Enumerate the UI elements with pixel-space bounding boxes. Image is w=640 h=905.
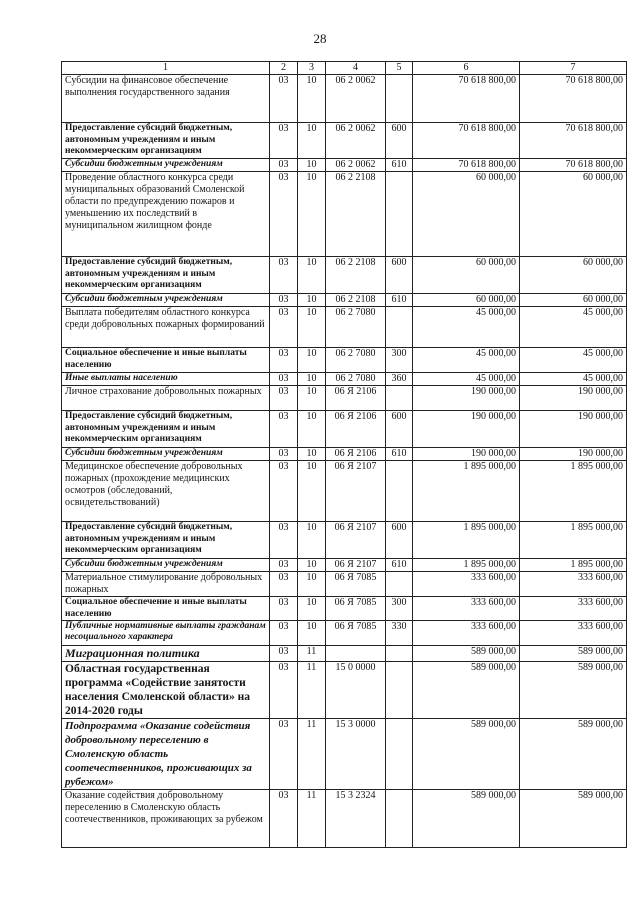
row-amount-2018-cell: 60 000,00 — [520, 257, 627, 294]
row-name-cell: Субсидии на финансовое обеспечение выполнения государственного задания — [62, 75, 270, 123]
row-expense-type-cell — [386, 75, 413, 123]
row-section-cell: 03 — [270, 386, 298, 411]
row-amount-2017-cell: 45 000,00 — [413, 348, 520, 373]
row-target-code-cell: 06 2 0062 — [326, 159, 386, 172]
row-section-cell: 03 — [270, 257, 298, 294]
header-cell: 1 — [62, 62, 270, 75]
row-target-code-cell: 06 2 7080 — [326, 373, 386, 386]
row-target-code-cell: 06 2 7080 — [326, 307, 386, 348]
header-row — [62, 62, 627, 75]
row-amount-2017-cell: 190 000,00 — [413, 386, 520, 411]
row-subsection-cell: 10 — [298, 348, 326, 373]
row-target-code-cell: 06 Я 2107 — [326, 559, 386, 572]
row-expense-type-cell — [386, 662, 413, 719]
row-amount-2018-cell: 589 000,00 — [520, 646, 627, 662]
row-expense-type-cell: 610 — [386, 159, 413, 172]
row-subsection-cell: 10 — [298, 159, 326, 172]
row-expense-type-cell: 300 — [386, 597, 413, 621]
row-section-cell: 03 — [270, 172, 298, 257]
row-target-code-cell: 06 Я 7085 — [326, 572, 386, 597]
row-expense-type-cell — [386, 386, 413, 411]
row-amount-2017-cell: 60 000,00 — [413, 294, 520, 307]
row-expense-type-cell: 600 — [386, 522, 413, 559]
row-amount-2017-cell: 1 895 000,00 — [413, 522, 520, 559]
table-row — [62, 294, 627, 307]
row-subsection-cell: 10 — [298, 373, 326, 386]
row-name-cell: Материальное стимулирование добровольных пожарных — [62, 572, 270, 597]
row-amount-2017-cell: 333 600,00 — [413, 621, 520, 646]
row-section-cell: 03 — [270, 662, 298, 719]
row-target-code-cell: 06 Я 2106 — [326, 386, 386, 411]
row-amount-2017-cell: 589 000,00 — [413, 719, 520, 790]
row-amount-2018-cell: 70 618 800,00 — [520, 159, 627, 172]
row-expense-type-cell: 610 — [386, 559, 413, 572]
row-section-cell: 03 — [270, 159, 298, 172]
row-subsection-cell: 11 — [298, 646, 326, 662]
row-expense-type-cell — [386, 572, 413, 597]
header-cell: 4 — [326, 62, 386, 75]
row-section-cell: 03 — [270, 597, 298, 621]
budget-table — [61, 61, 627, 848]
row-amount-2018-cell: 1 895 000,00 — [520, 559, 627, 572]
row-section-cell: 03 — [270, 448, 298, 461]
row-target-code-cell: 15 3 2324 — [326, 790, 386, 848]
table-row — [62, 790, 627, 848]
row-expense-type-cell: 300 — [386, 348, 413, 373]
row-name-cell: Субсидии бюджетным учреждениям — [62, 559, 270, 572]
row-subsection-cell: 10 — [298, 123, 326, 159]
row-subsection-cell: 10 — [298, 294, 326, 307]
row-name-cell: Социальное обеспечение и иные выплаты населению — [62, 597, 270, 621]
page-number: 28 — [313, 31, 327, 46]
row-target-code-cell: 15 3 0000 — [326, 719, 386, 790]
row-subsection-cell: 10 — [298, 172, 326, 257]
table-row — [62, 662, 627, 719]
table-row — [62, 621, 627, 646]
row-name-cell: Иные выплаты населению — [62, 373, 270, 386]
row-target-code-cell: 06 Я 2107 — [326, 461, 386, 522]
table-row — [62, 75, 627, 123]
table-row — [62, 572, 627, 597]
header-cell: 3 — [298, 62, 326, 75]
row-amount-2018-cell: 60 000,00 — [520, 294, 627, 307]
row-name-cell: Оказание содействия добровольному переселению в Смоленскую область соотечественников, проживающих за рубежом — [62, 790, 270, 848]
row-target-code-cell: 06 2 7080 — [326, 348, 386, 373]
row-amount-2018-cell: 60 000,00 — [520, 172, 627, 257]
row-subsection-cell: 11 — [298, 790, 326, 848]
row-amount-2018-cell: 45 000,00 — [520, 348, 627, 373]
row-section-cell: 03 — [270, 790, 298, 848]
row-subsection-cell: 10 — [298, 307, 326, 348]
row-amount-2017-cell: 1 895 000,00 — [413, 461, 520, 522]
row-subsection-cell: 10 — [298, 621, 326, 646]
table-row — [62, 597, 627, 621]
row-name-cell: Субсидии бюджетным учреждениям — [62, 159, 270, 172]
row-subsection-cell: 10 — [298, 257, 326, 294]
row-amount-2017-cell: 1 895 000,00 — [413, 559, 520, 572]
row-name-cell: Предоставление субсидий бюджетным, автономным учреждениям и иным некоммерческим организациям — [62, 411, 270, 448]
row-subsection-cell: 10 — [298, 461, 326, 522]
row-expense-type-cell: 330 — [386, 621, 413, 646]
row-expense-type-cell — [386, 307, 413, 348]
row-amount-2017-cell: 333 600,00 — [413, 597, 520, 621]
row-expense-type-cell — [386, 646, 413, 662]
row-target-code-cell: 15 0 0000 — [326, 662, 386, 719]
row-subsection-cell: 10 — [298, 597, 326, 621]
row-amount-2017-cell: 333 600,00 — [413, 572, 520, 597]
table-row — [62, 172, 627, 257]
table-row — [62, 386, 627, 411]
row-section-cell: 03 — [270, 123, 298, 159]
row-section-cell: 03 — [270, 307, 298, 348]
row-subsection-cell: 10 — [298, 75, 326, 123]
row-amount-2018-cell: 333 600,00 — [520, 597, 627, 621]
row-expense-type-cell: 610 — [386, 294, 413, 307]
row-name-cell: Предоставление субсидий бюджетным, автономным учреждениям и иным некоммерческим организациям — [62, 123, 270, 159]
header-cell: 6 — [413, 62, 520, 75]
row-target-code-cell: 06 2 0062 — [326, 75, 386, 123]
row-target-code-cell: 06 Я 7085 — [326, 597, 386, 621]
row-expense-type-cell — [386, 790, 413, 848]
row-expense-type-cell — [386, 172, 413, 257]
row-name-cell: Публичные нормативные выплаты гражданам несоциального характера — [62, 621, 270, 646]
header-cell: 5 — [386, 62, 413, 75]
row-amount-2018-cell: 589 000,00 — [520, 719, 627, 790]
row-amount-2017-cell: 45 000,00 — [413, 307, 520, 348]
table-row — [62, 307, 627, 348]
row-amount-2017-cell: 190 000,00 — [413, 448, 520, 461]
row-expense-type-cell — [386, 719, 413, 790]
row-amount-2018-cell: 333 600,00 — [520, 621, 627, 646]
row-amount-2017-cell: 589 000,00 — [413, 790, 520, 848]
row-name-cell: Личное страхование добровольных пожарных — [62, 386, 270, 411]
row-amount-2017-cell: 589 000,00 — [413, 646, 520, 662]
table-row — [62, 373, 627, 386]
header-cell: 2 — [270, 62, 298, 75]
row-amount-2017-cell: 70 618 800,00 — [413, 159, 520, 172]
table-row — [62, 159, 627, 172]
row-name-cell: Миграционная политика — [62, 646, 270, 662]
row-amount-2017-cell: 70 618 800,00 — [413, 75, 520, 123]
table-row — [62, 646, 627, 662]
row-amount-2018-cell: 589 000,00 — [520, 790, 627, 848]
table-row — [62, 348, 627, 373]
row-target-code-cell: 06 Я 2106 — [326, 411, 386, 448]
row-expense-type-cell: 600 — [386, 257, 413, 294]
row-amount-2018-cell: 45 000,00 — [520, 307, 627, 348]
row-amount-2018-cell: 190 000,00 — [520, 411, 627, 448]
row-amount-2018-cell: 589 000,00 — [520, 662, 627, 719]
header-cell: 7 — [520, 62, 627, 75]
row-section-cell: 03 — [270, 461, 298, 522]
table-row — [62, 461, 627, 522]
row-subsection-cell: 11 — [298, 719, 326, 790]
table-row — [62, 411, 627, 448]
row-target-code-cell: 06 2 0062 — [326, 123, 386, 159]
row-section-cell: 03 — [270, 294, 298, 307]
row-target-code-cell: 06 Я 2107 — [326, 522, 386, 559]
row-expense-type-cell — [386, 461, 413, 522]
row-target-code-cell: 06 2 2108 — [326, 257, 386, 294]
row-amount-2018-cell: 45 000,00 — [520, 373, 627, 386]
row-name-cell: Проведение областного конкурса среди муниципальных образований Смоленской области по предупреждению пожаров и уменьшению их последствий в муниципальном жилищном фонде — [62, 172, 270, 257]
row-name-cell: Социальное обеспечение и иные выплаты населению — [62, 348, 270, 373]
row-amount-2017-cell: 70 618 800,00 — [413, 123, 520, 159]
row-amount-2018-cell: 70 618 800,00 — [520, 123, 627, 159]
row-amount-2018-cell: 1 895 000,00 — [520, 461, 627, 522]
row-subsection-cell: 10 — [298, 572, 326, 597]
row-amount-2017-cell: 589 000,00 — [413, 662, 520, 719]
row-section-cell: 03 — [270, 348, 298, 373]
row-name-cell: Субсидии бюджетным учреждениям — [62, 294, 270, 307]
row-name-cell: Предоставление субсидий бюджетным, автономным учреждениям и иным некоммерческим организациям — [62, 522, 270, 559]
row-amount-2017-cell: 190 000,00 — [413, 411, 520, 448]
row-expense-type-cell: 360 — [386, 373, 413, 386]
row-target-code-cell: 06 2 2108 — [326, 294, 386, 307]
row-subsection-cell: 10 — [298, 411, 326, 448]
row-amount-2018-cell: 1 895 000,00 — [520, 522, 627, 559]
row-name-cell: Медицинское обеспечение добровольных пожарных (прохождение медицинских осмотров (обследований, освидетельствований) — [62, 461, 270, 522]
table-row — [62, 257, 627, 294]
row-name-cell: Областная государственная программа «Содействие занятости населения Смоленской области» на 2014-2020 годы — [62, 662, 270, 719]
row-amount-2017-cell: 60 000,00 — [413, 257, 520, 294]
row-section-cell: 03 — [270, 621, 298, 646]
row-name-cell: Предоставление субсидий бюджетным, автономным учреждениям и иным некоммерческим организациям — [62, 257, 270, 294]
table-row — [62, 559, 627, 572]
row-amount-2018-cell: 333 600,00 — [520, 572, 627, 597]
row-amount-2018-cell: 190 000,00 — [520, 448, 627, 461]
table-row — [62, 719, 627, 790]
row-section-cell: 03 — [270, 411, 298, 448]
row-name-cell: Выплата победителям областного конкурса среди добровольных пожарных формирований — [62, 307, 270, 348]
row-expense-type-cell: 610 — [386, 448, 413, 461]
row-target-code-cell: 06 Я 7085 — [326, 621, 386, 646]
row-name-cell: Подпрограмма «Оказание содействия добровольному переселению в Смоленскую область соотечественников, проживающих за рубежом» — [62, 719, 270, 790]
row-section-cell: 03 — [270, 646, 298, 662]
row-name-cell: Субсидии бюджетным учреждениям — [62, 448, 270, 461]
row-target-code-cell: 06 2 2108 — [326, 172, 386, 257]
table-row — [62, 123, 627, 159]
row-section-cell: 03 — [270, 719, 298, 790]
row-subsection-cell: 10 — [298, 448, 326, 461]
row-section-cell: 03 — [270, 572, 298, 597]
row-expense-type-cell: 600 — [386, 411, 413, 448]
row-section-cell: 03 — [270, 373, 298, 386]
row-subsection-cell: 10 — [298, 559, 326, 572]
row-section-cell: 03 — [270, 559, 298, 572]
row-subsection-cell: 11 — [298, 662, 326, 719]
row-amount-2017-cell: 60 000,00 — [413, 172, 520, 257]
row-amount-2018-cell: 190 000,00 — [520, 386, 627, 411]
row-target-code-cell: 06 Я 2106 — [326, 448, 386, 461]
table-row — [62, 522, 627, 559]
row-target-code-cell — [326, 646, 386, 662]
row-subsection-cell: 10 — [298, 386, 326, 411]
row-section-cell: 03 — [270, 75, 298, 123]
row-expense-type-cell: 600 — [386, 123, 413, 159]
row-amount-2018-cell: 70 618 800,00 — [520, 75, 627, 123]
row-section-cell: 03 — [270, 522, 298, 559]
table-row — [62, 448, 627, 461]
row-amount-2017-cell: 45 000,00 — [413, 373, 520, 386]
row-subsection-cell: 10 — [298, 522, 326, 559]
